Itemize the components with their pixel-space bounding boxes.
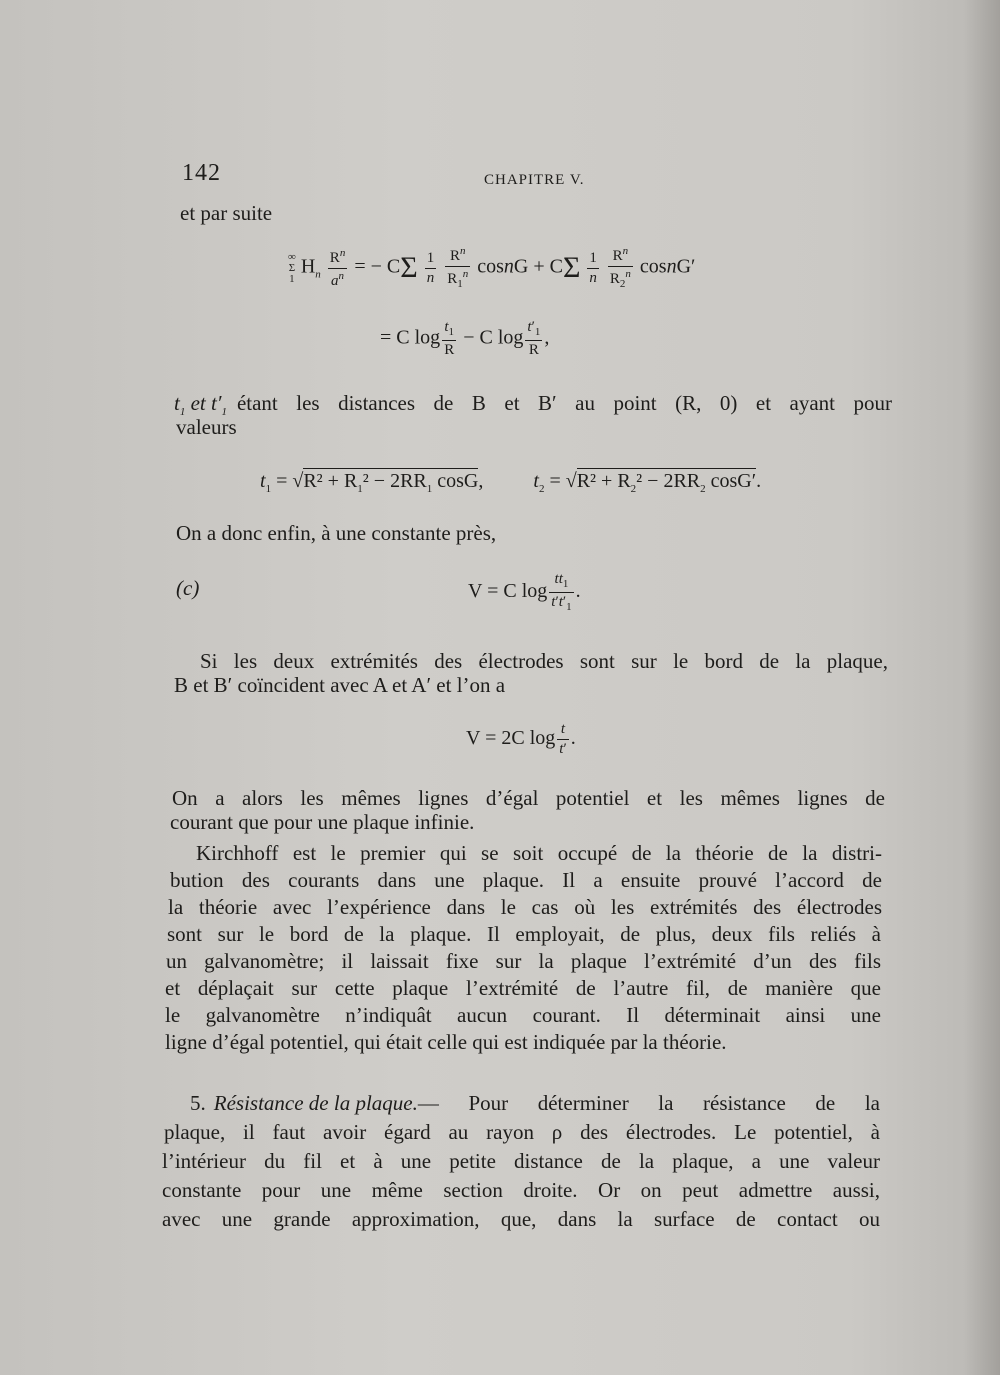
paragraph-2-line-1: On a alors les mêmes lignes d’égal potentiel et les mêmes lignes de [172, 786, 885, 810]
equation-c: V = C log $\frac{tt_1}{t't'_1}$ . [468, 571, 581, 613]
section-heading-rest: — Pour déterminer la résistance de la [417, 1091, 880, 1115]
equation-log-form: = C log $\frac{t_1}{R}$ − C log $\frac{t'_1}{R}$ , [380, 319, 550, 358]
page-number: 142 [182, 160, 221, 186]
equation-edge-case: V = 2C log $\frac{t}{t'}$ . [466, 721, 576, 757]
section-number: 5. [190, 1091, 206, 1115]
paragraph-3-line: le galvanomètre n’indiquât aucun courant. Il déterminait ainsi une [165, 1003, 881, 1027]
equation-t-values: $t_1 = √R^2 + R_1^2 - 2RR_1$ cosG, $t_2 = √R^2 + R_2^2 - 2RR_2$ cosG′. [260, 470, 762, 495]
section-title: Résistance de la plaque. [213, 1091, 418, 1115]
paragraph-3-line: sont sur le bord de la plaque. Il employait, de plus, deux fils reliés à [167, 922, 881, 946]
section-heading-line [190, 1090, 880, 1116]
paragraph-4-line: plaque, il faut avoir égard au rayon ρ des électrodes. Le potentiel, à [164, 1120, 880, 1144]
paragraph-4-line: avec une grande approximation, que, dans la surface de contact ou [162, 1207, 880, 1231]
equation-tag-c: (c) [176, 576, 200, 600]
paragraph-3-line: ligne d’égal potentiel, qui était celle qui est indiquée par la théorie. [165, 1030, 727, 1054]
paragraph-3-line: bution des courants dans une plaque. Il a ensuite prouvé l’accord de [170, 868, 882, 892]
paragraph-3-line: et déplaçait sur cette plaque l’extrémité de l’autre fil, de manière que [165, 976, 881, 1000]
distance-definition-cont: valeurs [176, 415, 237, 439]
result-intro: On a donc enfin, à une constante près, [176, 521, 497, 545]
paragraph-3-line: Kirchhoff est le premier qui se soit occupé de la théorie de la distri- [196, 841, 882, 865]
paragraph-1-line-2: B et B′ coïncident avec A et A′ et l’on a [174, 673, 506, 697]
equation-sum-series: ∞ Σ 1 $H_n$ $\frac{R^n}{a^n}$ = − CΣ $\frac{1}{n}$ $\frac{R^n}{R_1^n}$ cosnG + CΣ $\frac{1}{n}$ $\frac{R^n}{R_2^n}$ cosnG′ [288, 245, 696, 290]
paragraph-2-line-2: courant que pour une plaque infinie. [170, 810, 475, 834]
intro-line: et par suite [180, 201, 273, 225]
paragraph-3-line: la théorie avec l’expérience dans le cas où les extrémités des électrodes [168, 895, 882, 919]
paragraph-1-line-1: Si les deux extrémités des électrodes sont sur le bord de la plaque, [200, 649, 888, 673]
running-title: CHAPITRE V. [484, 172, 585, 188]
paragraph-4-line: constante pour une même section droite. Or on peut admettre aussi, [162, 1178, 880, 1202]
distance-definition: $t_1$ et $t'_1$ étant les distances de B et B′ au point (R, 0) et ayant pour [174, 391, 892, 419]
page-edge-shadow [964, 0, 1000, 1375]
paragraph-3-line: un galvanomètre; il laissait fixe sur la plaque l’extrémité d’un des fils [166, 949, 881, 973]
paragraph-4-line: l’intérieur du fil et à une petite distance de la plaque, a une valeur [162, 1149, 880, 1173]
